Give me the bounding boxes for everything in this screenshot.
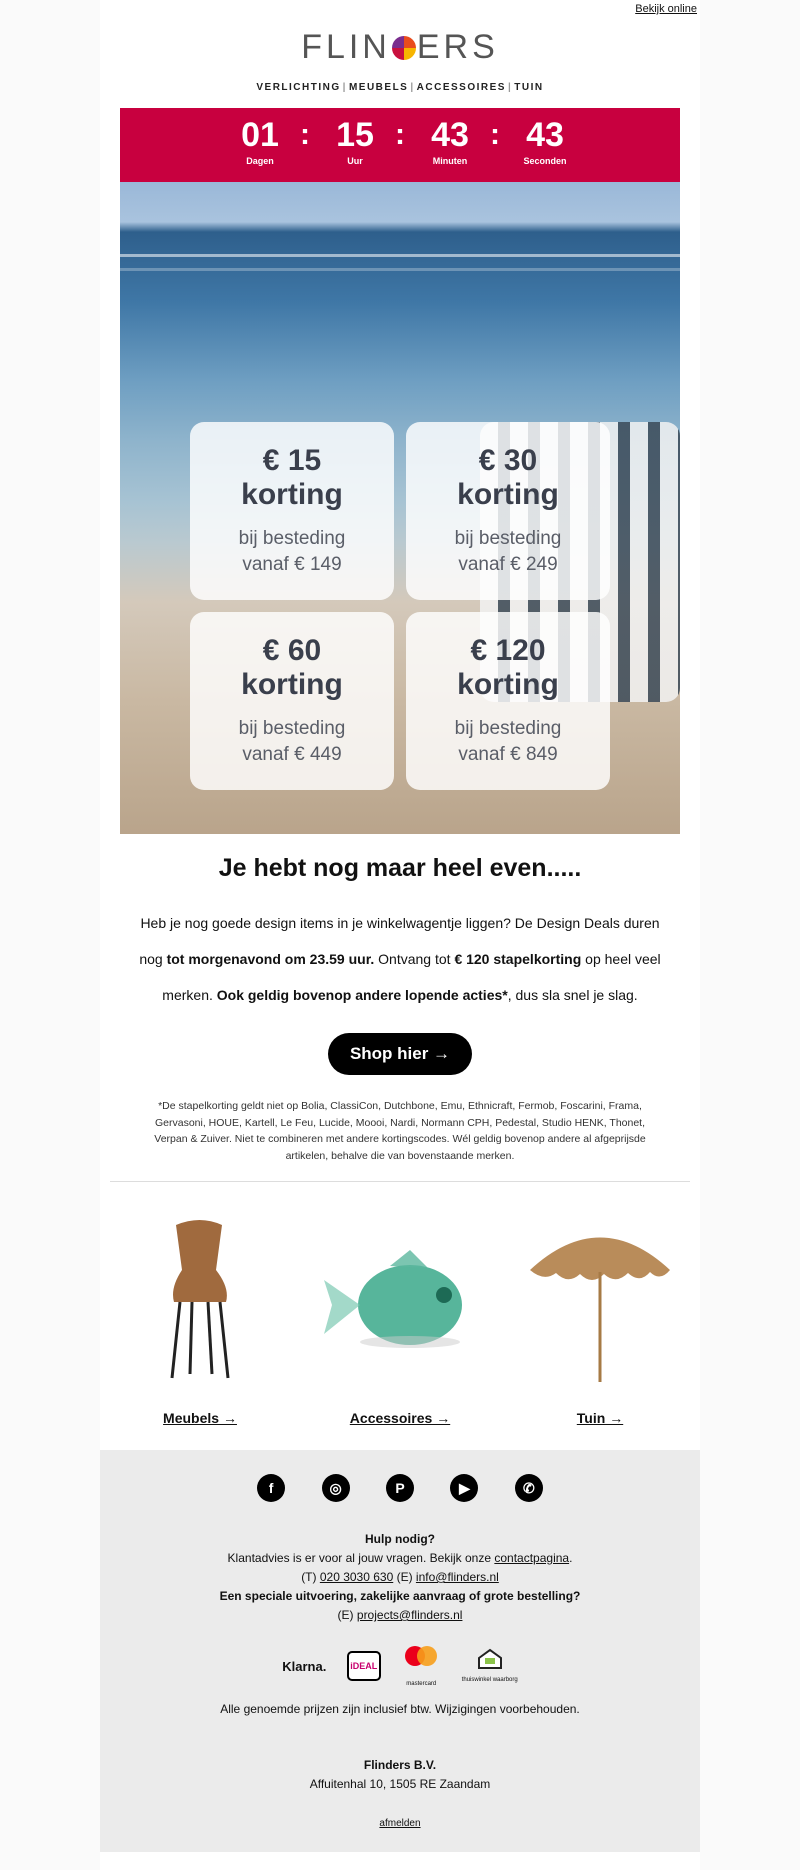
help-text-end: .: [569, 1551, 573, 1565]
logo-text-right: ERS: [416, 28, 499, 66]
countdown-seconds: [510, 116, 580, 166]
prices-note: Alle genoemde prijzen zijn inclusief btw. Wijzigingen voorbehouden.: [220, 1702, 580, 1716]
body-text-bold: Ook geldig bovenop andere lopende acties*: [216, 987, 508, 1003]
contact-page-link[interactable]: contactpagina: [494, 1551, 570, 1565]
countdown-seconds-value: 43: [526, 116, 564, 154]
countdown-minutes-value: 43: [431, 116, 469, 154]
main-nav: [100, 82, 700, 93]
deal-condition-line1: bij besteding: [454, 528, 562, 549]
projects-title: Een speciale uitvoering, zakelijke aanvraag of grote bestelling?: [219, 1589, 581, 1603]
email-link[interactable]: info@flinders.nl: [415, 1570, 499, 1584]
whatsapp-icon[interactable]: ✆: [515, 1474, 543, 1502]
deal-amount: € 60: [262, 634, 322, 667]
countdown-minutes: [415, 116, 485, 166]
unsubscribe-link[interactable]: afmelden: [379, 1818, 421, 1829]
instagram-icon[interactable]: ◎: [322, 1474, 350, 1502]
view-online-link[interactable]: Bekijk online: [635, 3, 697, 15]
deal-condition-line1: bij besteding: [238, 718, 346, 739]
nav-separator: |: [410, 82, 415, 93]
deal-condition-line2: vanaf € 849: [458, 744, 558, 765]
category-tuin[interactable]: [510, 1210, 690, 1426]
deal-condition: [190, 526, 394, 578]
countdown-hours-value: 15: [336, 116, 374, 154]
headline: Je hebt nog maar heel even.....: [218, 854, 582, 882]
deal-condition: [406, 716, 610, 768]
phone-prefix: (T): [301, 1570, 320, 1584]
logo-mark-icon: [392, 36, 416, 60]
body-text: [130, 905, 670, 1013]
flinders-logo[interactable]: [100, 28, 700, 67]
deal-condition: [406, 526, 610, 578]
logo-text-left: FLIN: [301, 28, 391, 66]
company-address: Affuitenhal 10, 1505 RE Zaandam: [309, 1777, 491, 1791]
deal-card-120: [406, 612, 610, 790]
mastercard-label: mastercard: [406, 1681, 437, 1687]
projects-prefix: (E): [337, 1608, 357, 1622]
category-tuin-link[interactable]: Tuin →: [576, 1410, 624, 1426]
deal-condition-line2: vanaf € 449: [242, 744, 342, 765]
body-text-part: Ontvang tot: [374, 951, 455, 967]
disclaimer: *De stapelkorting geldt niet op Bolia, ClassiCon, Dutchbone, Emu, Ethnicraft, Fermob, Foscarini, Frama, Gervasoni, HOUE, Kartell, Le Feu, Lucide, Moooi, Nardi, Normann CPH, Pedestal, Studio HENK, Thonet, Verpan & Zuiver. Niet te combineren met andere kortingscodes. Wél geldig bovenop andere al afgeprijsde artikelen, behalve die van bovenstaande merken.: [154, 1100, 646, 1162]
divider: [110, 1181, 690, 1182]
deal-label: korting: [241, 478, 343, 511]
body-text-part: , dus sla snel je slag.: [507, 987, 638, 1003]
pinterest-icon[interactable]: P: [386, 1474, 414, 1502]
countdown-days: [225, 116, 295, 166]
deal-condition: [190, 716, 394, 768]
sea-wave: [120, 268, 680, 271]
glass-fish-image: [310, 1210, 490, 1390]
youtube-icon[interactable]: ▶: [450, 1474, 478, 1502]
deal-amount: € 120: [470, 634, 546, 667]
countdown-days-label: Dagen: [246, 156, 274, 166]
deal-amount: € 30: [478, 444, 538, 477]
facebook-icon[interactable]: f: [257, 1474, 285, 1502]
thuiswinkel-icon: [462, 1648, 518, 1684]
deal-amount: € 15: [262, 444, 322, 477]
ideal-icon: iDEAL: [347, 1651, 381, 1681]
category-accessoires-link[interactable]: Accessoires →: [349, 1410, 451, 1426]
countdown-timer: [120, 108, 680, 182]
hero-banner[interactable]: [120, 182, 680, 834]
countdown-separator: :: [395, 118, 405, 151]
phone-link[interactable]: 020 3030 630: [319, 1570, 394, 1584]
help-title: Hulp nodig?: [365, 1532, 435, 1546]
help-text: Klantadvies is er voor al jouw vragen. Bekijk onze: [227, 1551, 495, 1565]
company-info: [100, 1756, 700, 1794]
nav-tuin[interactable]: TUIN: [514, 82, 544, 93]
deal-label: korting: [241, 668, 343, 701]
shop-here-button[interactable]: Shop hier →: [328, 1033, 472, 1075]
social-links: [100, 1474, 700, 1502]
deal-card-30: [406, 422, 610, 600]
countdown-hours: [320, 116, 390, 166]
payment-methods: [100, 1644, 700, 1688]
body-text-part: Heb je nog goede design items in je winkelwagentje liggen? De Design Deals duren nog: [139, 915, 660, 967]
countdown-seconds-label: Seconden: [523, 156, 567, 166]
category-meubels[interactable]: [110, 1210, 290, 1426]
email-prefix: (E): [393, 1570, 416, 1584]
deal-label: korting: [457, 668, 559, 701]
klarna-icon: Klarna.: [282, 1658, 327, 1674]
category-meubels-link[interactable]: Meubels →: [163, 1410, 237, 1426]
countdown-separator: :: [490, 118, 500, 151]
body-text-part: op heel veel merken.: [162, 951, 661, 1003]
chair-image: [110, 1210, 290, 1390]
sea-wave: [120, 254, 680, 257]
deal-condition-line1: bij besteding: [238, 528, 346, 549]
countdown-hours-label: Uur: [347, 156, 363, 166]
footer: [100, 1450, 700, 1852]
nav-accessoires[interactable]: ACCESSOIRES: [416, 82, 506, 93]
nav-meubels[interactable]: MEUBELS: [348, 82, 409, 93]
projects-email-link[interactable]: projects@flinders.nl: [356, 1608, 463, 1622]
mastercard-icon: [401, 1644, 441, 1688]
nav-separator: |: [507, 82, 513, 93]
company-name: Flinders B.V.: [363, 1758, 437, 1772]
deal-condition-line1: bij besteding: [454, 718, 562, 739]
help-block: [100, 1530, 700, 1625]
nav-verlichting[interactable]: VERLICHTING: [256, 82, 341, 93]
countdown-separator: :: [300, 118, 310, 151]
deal-condition-line2: vanaf € 149: [242, 554, 342, 575]
deal-condition-line2: vanaf € 249: [458, 554, 558, 575]
countdown-days-value: 01: [241, 116, 279, 154]
deal-card-15: [190, 422, 394, 600]
deal-card-60: [190, 612, 394, 790]
nav-separator: |: [342, 82, 347, 93]
email-container: [100, 0, 700, 1870]
deal-label: korting: [457, 478, 559, 511]
body-text-bold: € 120 stapelkorting: [454, 951, 582, 967]
parasol-image: [510, 1210, 690, 1390]
category-accessoires[interactable]: [310, 1210, 490, 1426]
thuiswinkel-label: thuiswinkel waarborg: [461, 1677, 518, 1683]
countdown-minutes-label: Minuten: [432, 156, 468, 166]
body-text-bold: tot morgenavond om 23.59 uur.: [166, 951, 375, 967]
